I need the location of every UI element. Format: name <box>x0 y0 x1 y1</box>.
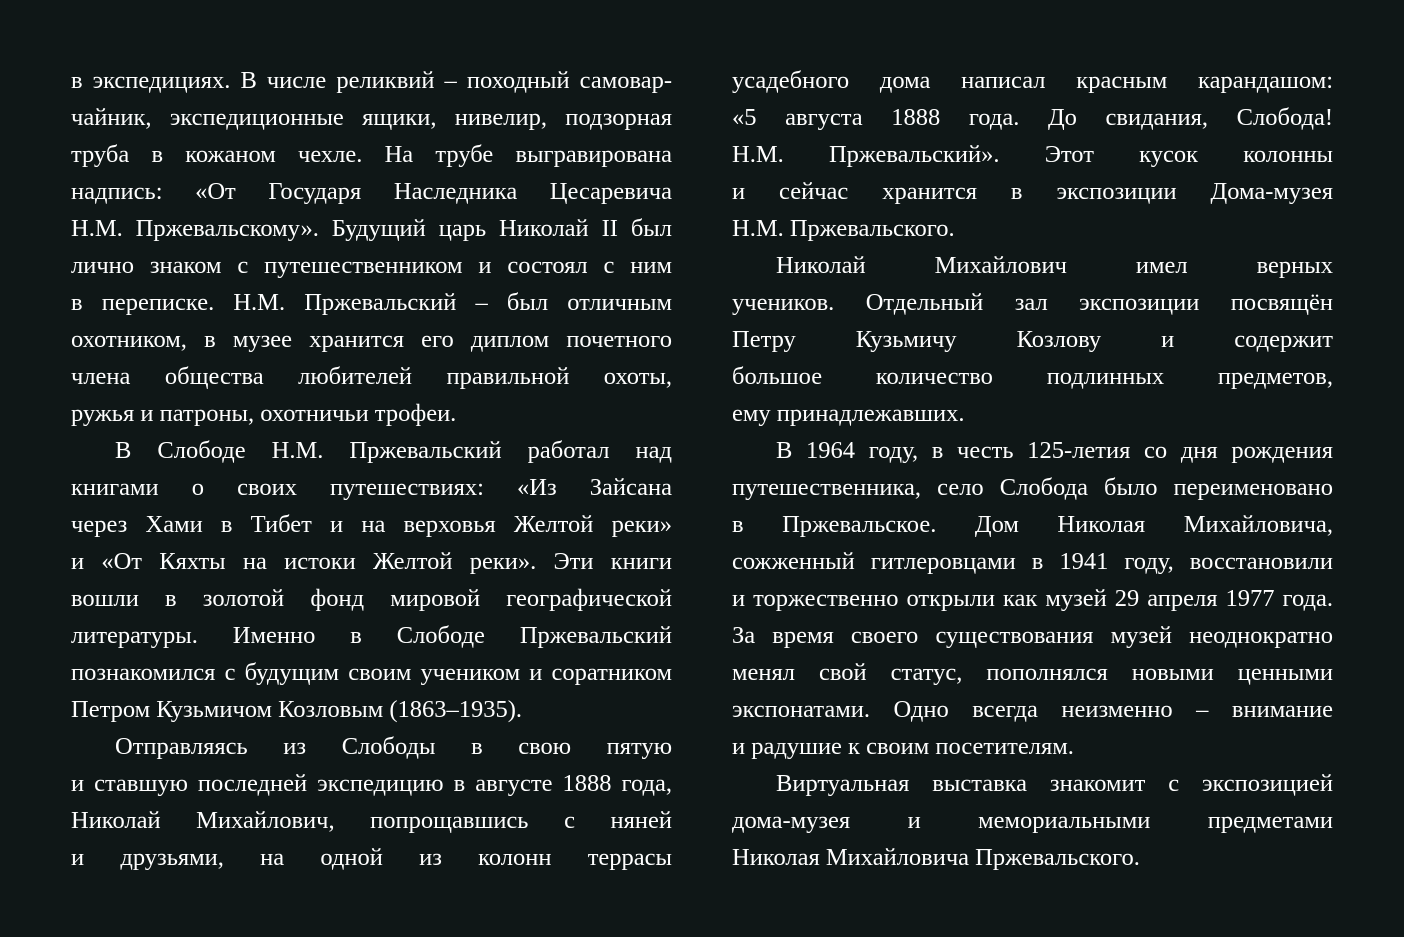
text-line: чайник, экспедиционные ящики, нивелир, подзорная <box>71 104 672 131</box>
text-line: вошли в золотой фонд мировой географической <box>71 585 672 612</box>
text-line: ружья и патроны, охотничьи трофеи. <box>71 400 457 427</box>
text-line: в экспедициях. В числе реликвий – походный самовар- <box>71 67 672 94</box>
text-line: дома-музея и мемориальными предметами <box>732 807 1333 834</box>
text-line: Николай Михайлович имел верных <box>776 252 1333 279</box>
text-line: В Слободе Н.М. Пржевальский работал над <box>115 437 672 464</box>
right-text-column <box>732 62 1333 876</box>
text-line: большое количество подлинных предметов, <box>732 363 1333 390</box>
text-line: и радушие к своим посетителям. <box>732 733 1074 760</box>
text-line: Н.М. Пржевальский». Этот кусок колонны <box>732 141 1333 168</box>
text-line: через Хами в Тибет и на верховья Желтой реки» <box>71 511 672 538</box>
text-line: менял свой статус, пополнялся новыми ценными <box>732 659 1333 686</box>
text-line: Петру Кузьмичу Козлову и содержит <box>732 326 1333 353</box>
text-line: в Пржевальское. Дом Николая Михайловича, <box>732 511 1333 538</box>
text-line: познакомился с будущим своим учеником и соратником <box>71 659 672 686</box>
text-line: «5 августа 1888 года. До свидания, Слобода! <box>732 104 1333 131</box>
text-line: сожженный гитлеровцами в 1941 году, восстановили <box>732 548 1333 575</box>
text-line: Петром Кузьмичом Козловым (1863–1935). <box>71 696 523 723</box>
text-line: путешественника, село Слобода было переименовано <box>732 474 1333 501</box>
text-line: Николая Михайловича Пржевальского. <box>732 844 1140 871</box>
text-line: учеников. Отдельный зал экспозиции посвящён <box>732 289 1333 316</box>
text-line: и друзьями, на одной из колонн террасы <box>71 844 672 871</box>
text-line: усадебного дома написал красным карандашом: <box>732 67 1333 94</box>
text-line: члена общества любителей правильной охоты, <box>71 363 672 390</box>
text-line: В 1964 году, в честь 125-летия со дня рождения <box>776 437 1333 464</box>
text-line: и сейчас хранится в экспозиции Дома-музея <box>732 178 1333 205</box>
text-line: в переписке. Н.М. Пржевальский – был отличным <box>71 289 672 316</box>
text-line: Виртуальная выставка знакомит с экспозицией <box>776 770 1333 797</box>
text-line: Николай Михайлович, попрощавшись с няней <box>71 807 672 834</box>
text-line: и торжественно открыли как музей 29 апреля 1977 года. <box>732 585 1333 612</box>
text-line: и ставшую последней экспедицию в августе 1888 года, <box>71 770 672 797</box>
text-line: лично знаком с путешественником и состоял с ним <box>71 252 672 279</box>
text-line: экспонатами. Одно всегда неизменно – внимание <box>732 696 1333 723</box>
text-line: охотником, в музее хранится его диплом почетного <box>71 326 672 353</box>
left-text-column <box>71 62 672 876</box>
text-line: литературы. Именно в Слободе Пржевальский <box>71 622 672 649</box>
text-line: За время своего существования музей неоднократно <box>732 622 1333 649</box>
text-line: Н.М. Пржевальскому». Будущий царь Николай II был <box>71 215 672 242</box>
text-line: надпись: «От Государя Наследника Цесаревича <box>71 178 672 205</box>
text-line: Отправляясь из Слободы в свою пятую <box>115 733 672 760</box>
text-line: труба в кожаном чехле. На трубе выгравирована <box>71 141 672 168</box>
text-line: книгами о своих путешествиях: «Из Зайсана <box>71 474 672 501</box>
text-line: ему принадлежавших. <box>732 400 965 427</box>
text-line: Н.М. Пржевальского. <box>732 215 955 242</box>
text-line: и «От Кяхты на истоки Желтой реки». Эти книги <box>71 548 672 575</box>
